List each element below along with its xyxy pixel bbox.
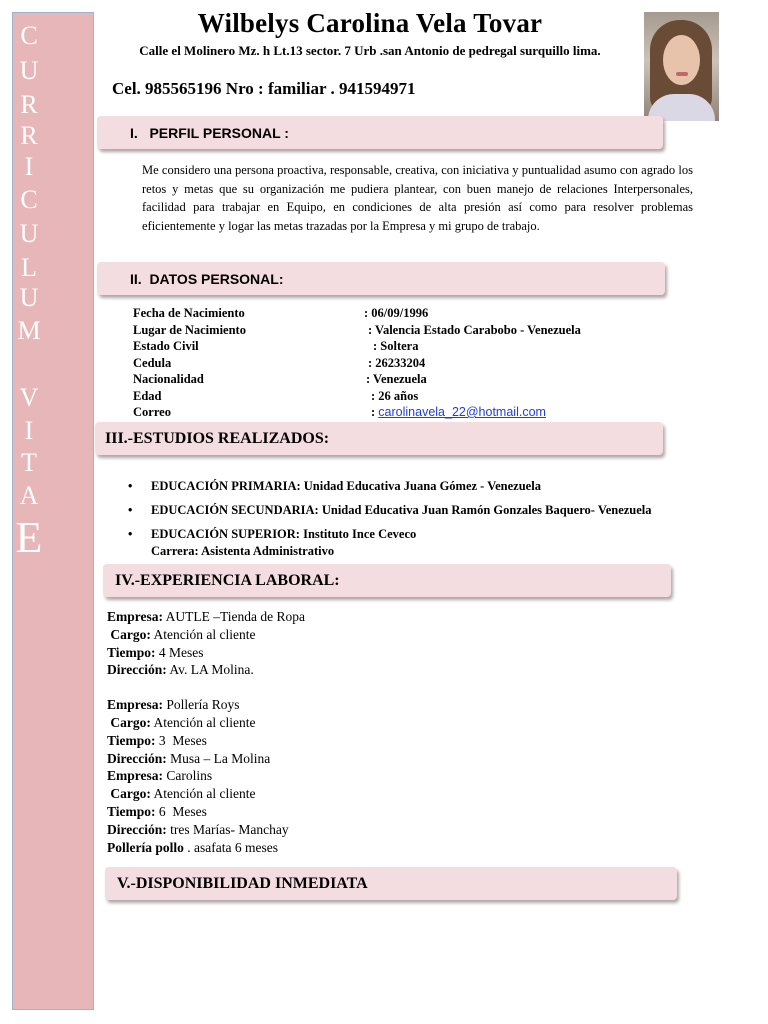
exp-label: Dirección: (107, 821, 167, 837)
field-value: : 06/09/1996 (364, 306, 429, 320)
field-value: : 26233204 (368, 355, 426, 370)
email-link[interactable]: carolinavela_22@hotmail.com (378, 405, 546, 419)
exp-label: Tiempo: (107, 803, 156, 819)
field-value: : Soltera (373, 339, 419, 353)
exp-value: AUTLE –Tienda de Ropa (163, 609, 305, 624)
exp-label: Empresa: (107, 609, 163, 624)
section-disponibilidad-inmediata (105, 867, 677, 900)
sidebar-letter: C (20, 21, 38, 50)
list-item (128, 478, 652, 495)
field-label: Nacionalidad (133, 372, 204, 386)
exp-label: Cargo: (107, 626, 151, 642)
field-label: Correo (133, 405, 171, 419)
sidebar-letter: T (21, 448, 37, 477)
exp-value: 3 Meses (155, 732, 207, 748)
sidebar-letter: L (21, 253, 37, 282)
exp-label: Cargo: (107, 786, 151, 802)
field-label: Lugar de Nacimiento (133, 322, 246, 337)
field-value: : 26 años (371, 388, 419, 403)
exp-label: Empresa: (107, 768, 163, 784)
sidebar-letter: V (19, 383, 39, 412)
section-datos-personal (97, 262, 665, 295)
exp-value: 6 Meses (155, 803, 207, 819)
experience-line (107, 839, 305, 857)
bullet-icon: • (128, 503, 133, 517)
section-perfil-personal (97, 116, 663, 149)
section-title: II. DATOS PERSONAL: (130, 270, 284, 287)
profile-summary: Me considero una persona proactiva, responsable, creativa, con iniciativa y puntualidad asumo con agrado los retos y metas que su organización me pudiera plantear, con buen manejo de relaciones Interpersonales, facilidad para trabajar en Equipo, en condiciones de alta presión así como para resolver problemas eficientemente y logar las metas trazadas por la Empresa y mi grupo de trabajo. (142, 163, 693, 234)
section-title: I. PERFIL PERSONAL : (130, 124, 289, 141)
section-title: IV.-EXPERIENCIA LABORAL: (115, 571, 340, 589)
experience-line (107, 626, 305, 644)
exp-value: . asafata 6 meses (183, 839, 278, 855)
study-text: EDUCACIÓN SECUNDARIA: Unidad Educativa Juan Ramón Gonzales Baquero- Venezuela (151, 503, 652, 517)
exp-label: Tiempo: (107, 644, 156, 660)
profile-photo (644, 12, 719, 121)
field-label: Edad (133, 388, 162, 403)
sidebar-letter: A (19, 481, 39, 510)
list-item (128, 502, 652, 519)
section-title: V.-DISPONIBILIDAD INMEDIATA (117, 874, 368, 892)
sidebar-letter: R (20, 90, 38, 119)
field-label: Estado Civil (133, 339, 199, 353)
sidebar-letter: E (15, 513, 43, 562)
sidebar-letter: R (20, 121, 38, 150)
field-value: : Venezuela (366, 372, 427, 386)
experience-list (107, 608, 305, 856)
experience-line (107, 608, 305, 626)
section-estudios-realizados (95, 422, 663, 455)
experience-line (107, 696, 305, 714)
exp-value: Atención al cliente (150, 626, 256, 642)
exp-label: Dirección: (107, 662, 167, 678)
candidate-phones: Cel. 985565196 Nro : familiar . 941594971 (112, 79, 416, 98)
exp-label: Dirección: (107, 750, 167, 766)
experience-line (107, 785, 305, 803)
experience-line (107, 732, 305, 750)
experience-line (107, 644, 305, 662)
experience-line (107, 714, 305, 732)
study-text: EDUCACIÓN PRIMARIA: Unidad Educativa Juana Gómez - Venezuela (151, 479, 541, 493)
sidebar-curriculum-vitae (12, 12, 94, 1010)
sidebar-letter: U (19, 219, 39, 248)
field-label: Fecha de Nacimiento (133, 306, 245, 320)
exp-label: Pollería pollo (107, 839, 184, 855)
exp-label: Cargo: (107, 714, 151, 730)
sidebar-letter: C (20, 185, 38, 214)
sidebar-letter: I (24, 152, 34, 181)
exp-value: Av. LA Molina. (166, 662, 254, 678)
spacer (107, 679, 305, 696)
exp-value: Carolins (163, 768, 213, 784)
exp-value: Pollería Roys (163, 697, 240, 713)
bullet-icon: • (128, 527, 133, 541)
candidate-address: Calle el Molinero Mz. h Lt.13 sector. 7 Urb .san Antonio de pedregal surquillo lima. (139, 43, 601, 58)
experience-line (107, 661, 305, 679)
sidebar-letter: M (17, 316, 41, 345)
study-text: EDUCACIÓN SUPERIOR: Instituto Ince Ceveco (151, 527, 417, 541)
studies-list (128, 478, 652, 567)
sidebar-letter: I (24, 416, 34, 445)
email-separator: : (371, 405, 376, 419)
list-item (128, 526, 652, 560)
exp-value: tres Marías- Manchay (166, 821, 289, 837)
field-label: Cedula (133, 355, 172, 370)
exp-label: Tiempo: (107, 732, 156, 748)
field-value (371, 404, 546, 421)
exp-value: Atención al cliente (150, 786, 256, 802)
exp-value: 4 Meses (155, 644, 204, 660)
candidate-name: Wilbelys Carolina Vela Tovar (197, 8, 543, 38)
exp-value: Atención al cliente (150, 714, 256, 730)
sidebar-letter: U (19, 283, 39, 312)
experience-line (107, 750, 305, 768)
exp-value: Musa – La Molina (166, 750, 271, 766)
section-experiencia-laboral (103, 564, 671, 597)
experience-line (107, 821, 305, 839)
experience-line (107, 803, 305, 821)
section-title: III.-ESTUDIOS REALIZADOS: (105, 429, 330, 447)
bullet-icon: • (128, 479, 133, 493)
study-subtext: Carrera: Asistenta Administrativo (151, 544, 335, 558)
exp-label: Empresa: (107, 697, 163, 713)
field-value: : Valencia Estado Carabobo - Venezuela (368, 322, 581, 337)
sidebar-letter: U (19, 56, 39, 85)
experience-line (107, 767, 305, 785)
